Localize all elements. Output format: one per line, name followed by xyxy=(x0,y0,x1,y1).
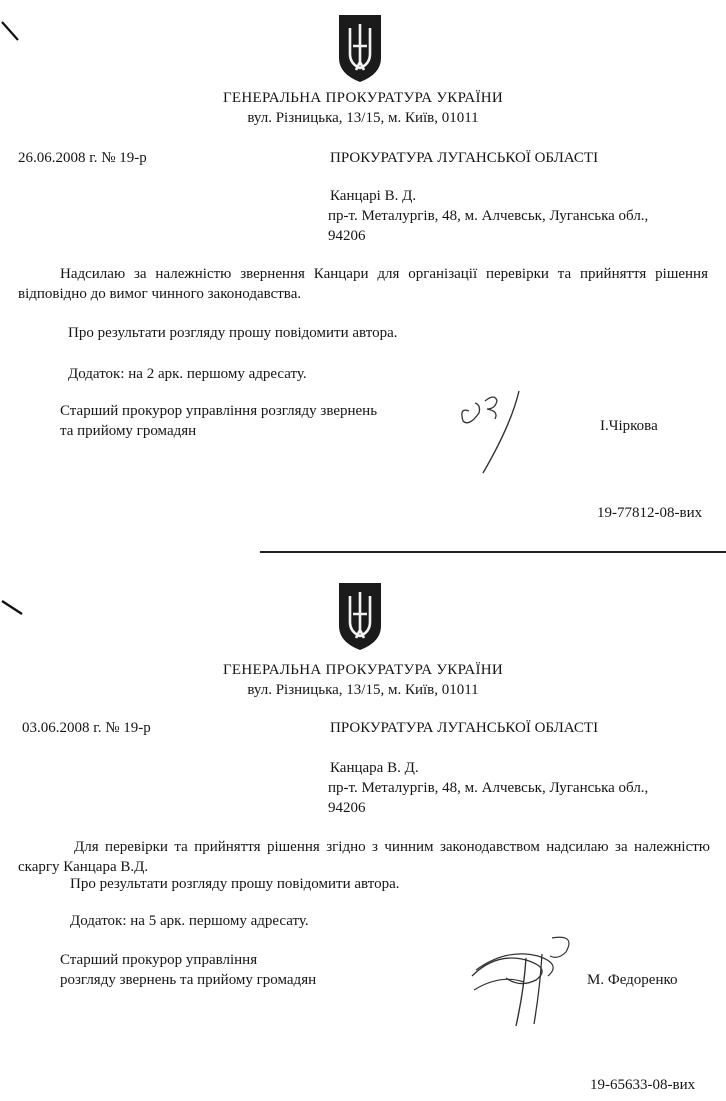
addressee-name: Канцарі В. Д. xyxy=(330,188,417,204)
addressee-street: пр-т. Металургів, 48, м. Алчевськ, Луганська обл., xyxy=(328,780,649,796)
date-reference: 03.06.2008 г. № 19-р xyxy=(22,720,151,736)
outgoing-number: 19-65633-08-вих xyxy=(590,1077,696,1093)
request-line: Про результати розгляду прошу повідомити автора. xyxy=(70,876,400,892)
date-reference: 26.06.2008 г. № 19-р xyxy=(18,150,147,166)
addressee-street: пр-т. Металургів, 48, м. Алчевськ, Луганська обл., xyxy=(328,208,649,224)
coat-of-arms-icon xyxy=(336,12,384,84)
signer-name: М. Федоренко xyxy=(587,972,678,988)
recipient-organization: ПРОКУРАТУРА ЛУГАНСЬКОЇ ОБЛАСТІ xyxy=(330,720,599,736)
agency-name: ГЕНЕРАЛЬНА ПРОКУРАТУРА УКРАЇНИ xyxy=(222,662,504,678)
addressee-zip: 94206 xyxy=(328,228,366,244)
recipient-organization: ПРОКУРАТУРА ЛУГАНСЬКОЇ ОБЛАСТІ xyxy=(330,150,599,166)
coat-of-arms-icon xyxy=(336,580,384,652)
attachment-line: Додаток: на 2 арк. першому адресату. xyxy=(68,366,307,382)
body-paragraph xyxy=(18,837,710,877)
signer-title-line2: та прийому громадян xyxy=(60,423,197,439)
outgoing-number: 19-77812-08-вих xyxy=(597,505,703,521)
signer-title-line2: розгляду звернень та прийому громадян xyxy=(60,972,317,988)
signer-title-line1: Старший прокурор управління розгляду звернень xyxy=(60,403,378,419)
handwritten-signature-icon xyxy=(466,930,586,1030)
scan-mark-top xyxy=(0,18,22,44)
body-text: Надсилаю за належністю звернення Канцари для організації перевірки та прийняття рішення відповідно до вимог чинного законодавства. xyxy=(18,266,708,302)
agency-address: вул. Різницька, 13/15, м. Київ, 01011 xyxy=(247,682,479,698)
request-line: Про результати розгляду прошу повідомити автора. xyxy=(68,325,398,341)
handwritten-signature-icon xyxy=(455,385,540,477)
addressee-name: Канцара В. Д. xyxy=(330,760,419,776)
addressee-zip: 94206 xyxy=(328,800,366,816)
signer-name: І.Чіркова xyxy=(600,418,658,434)
body-paragraph xyxy=(18,264,708,304)
agency-name: ГЕНЕРАЛЬНА ПРОКУРАТУРА УКРАЇНИ xyxy=(222,90,504,106)
separator-line xyxy=(260,551,726,553)
attachment-line: Додаток: на 5 арк. першому адресату. xyxy=(70,913,309,929)
signer-title-line1: Старший прокурор управління xyxy=(60,952,258,968)
body-text: Для перевірки та прийняття рішення згідно з чинним законодавством надсилаю за належністю скаргу Канцара В.Д. xyxy=(18,839,710,875)
agency-address: вул. Різницька, 13/15, м. Київ, 01011 xyxy=(247,110,479,126)
scan-mark-middle xyxy=(0,598,26,620)
